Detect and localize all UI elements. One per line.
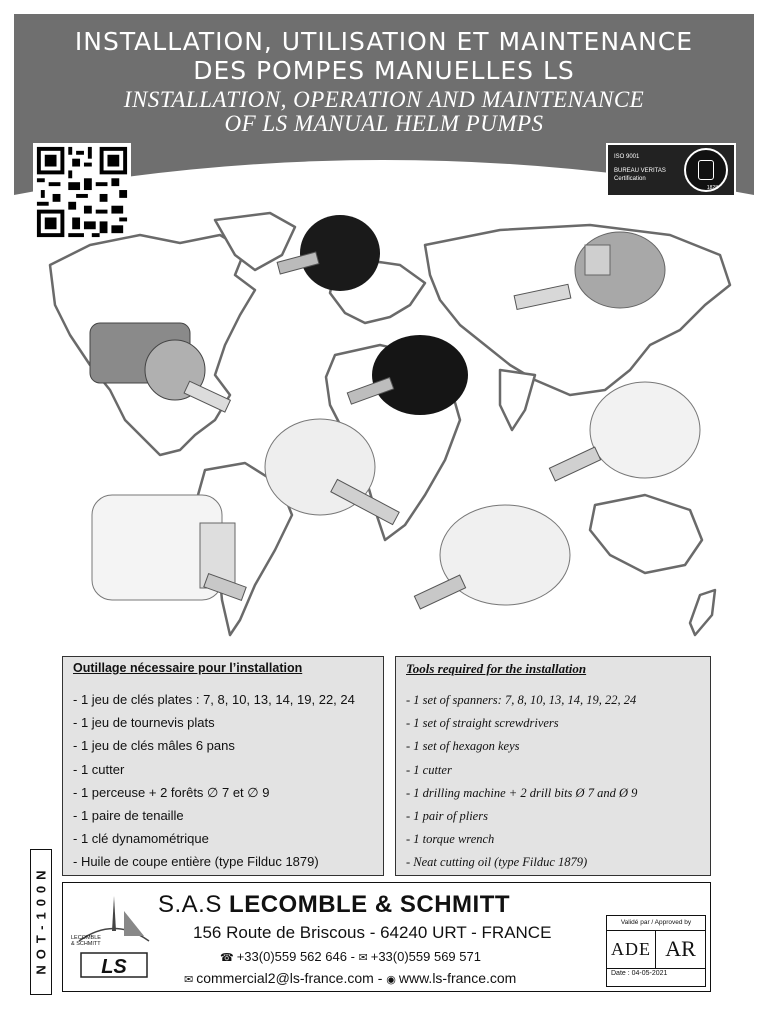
certification-text (614, 153, 666, 183)
email-link[interactable]: commercial2@ls-france.com (196, 970, 374, 986)
list-item: - 1 drilling machine + 2 drill bits Ø 7 and Ø 9 (406, 785, 638, 800)
company-name (158, 891, 618, 919)
document-code: NOT-100N (33, 864, 49, 975)
list-item: - 1 jeu de tournevis plats (73, 715, 215, 731)
title-french-line2: DES POMPES MANUELLES LS (193, 56, 575, 85)
phone-icon: ☎ (220, 952, 234, 964)
india-shape (500, 370, 535, 430)
tools-box-french (62, 656, 384, 876)
list-item: - 1 paire de tenaille (73, 807, 184, 823)
title-english (14, 88, 754, 136)
company-title: LECOMBLE & SCHMITT (229, 891, 511, 918)
tools-list-french (73, 691, 377, 877)
title-french (14, 27, 754, 85)
fax-icon: ✉ (358, 952, 368, 964)
approval-label: Validé par / Approved by (607, 916, 705, 931)
approval-date: Date : 04-05-2021 (611, 970, 668, 977)
company-footer (62, 882, 711, 992)
australia-shape (590, 495, 702, 573)
list-item: - 1 clé dynamométrique (73, 831, 209, 847)
list-item: - 1 cutter (406, 762, 452, 777)
list-item: - 1 jeu de clés plates : 7, 8, 10, 13, 14, 19, 22, 24 (73, 692, 355, 707)
asia-shape (425, 225, 730, 395)
list-item: - Neat cutting oil (type Filduc 1879) (406, 855, 588, 870)
pump-white-bottomright (414, 505, 570, 609)
tools-list-english (406, 691, 704, 877)
email-icon: ✉ (184, 974, 194, 986)
list-item: - 1 cutter (73, 761, 125, 777)
logo-company-text (71, 935, 101, 947)
title-english-line1: INSTALLATION, OPERATION AND MAINTENANCE (123, 87, 645, 112)
tools-heading-english: Tools required for the installation (406, 661, 587, 676)
company-phones: ☎ +33(0)559 562 646 - ✉ +33(0)559 569 571 (220, 949, 481, 964)
list-item: - 1 jeu de clés mâles 6 pans (73, 738, 235, 754)
company-prefix: S.A.S (158, 891, 222, 918)
logo-text-line1: LECOMBLE (71, 935, 101, 941)
fax-number: +33(0)559 569 571 (370, 949, 481, 964)
globe-icon: ◉ (386, 974, 396, 986)
list-item: - 1 torque wrench (406, 832, 495, 847)
certification-label: Certification (614, 176, 646, 182)
approval-box (606, 915, 706, 987)
phone-number[interactable]: +33(0)559 562 646 (236, 949, 347, 964)
signature-ar: AR (656, 930, 705, 969)
certification-year: 1828 (706, 185, 718, 191)
tools-heading-french: Outillage nécessaire pour l’installation (73, 661, 303, 675)
list-item: - 1 set of spanners: 7, 8, 10, 13, 14, 19, 22, 24 (406, 693, 637, 707)
certification-org: BUREAU VERITAS (614, 168, 666, 174)
company-address: 156 Route de Briscous - 64240 URT - FRANCE (193, 923, 552, 942)
logo-letters: LS (101, 956, 127, 978)
logo-text-line2: & SCHMITT (71, 941, 101, 947)
document-code-box (30, 849, 52, 995)
world-map-illustration (30, 205, 740, 645)
new-zealand-shape (690, 590, 715, 635)
list-item: - Huile de coupe entière (type Filduc 1879) (73, 854, 319, 870)
iso-label: ISO 9001 (614, 154, 640, 160)
list-item: - 1 set of hexagon keys (406, 739, 520, 754)
website-link[interactable]: www.ls-france.com (398, 970, 517, 986)
list-item: - 1 perceuse + 2 forêts ∅ 7 et ∅ 9 (73, 784, 270, 800)
list-item: - 1 pair of pliers (406, 808, 488, 823)
pump-white-right (549, 382, 700, 481)
tools-box-english (395, 656, 711, 876)
list-item: - 1 set of straight screwdrivers (406, 716, 559, 731)
bureau-veritas-badge (606, 143, 736, 197)
title-english-line2: OF LS MANUAL HELM PUMPS (224, 111, 544, 136)
company-contacts: ✉ commercial2@ls-france.com - ◉ www.ls-france.com (184, 970, 517, 986)
title-french-line1: INSTALLATION, UTILISATION ET MAINTENANCE (74, 27, 694, 56)
signature-ade: ADE (607, 930, 656, 969)
